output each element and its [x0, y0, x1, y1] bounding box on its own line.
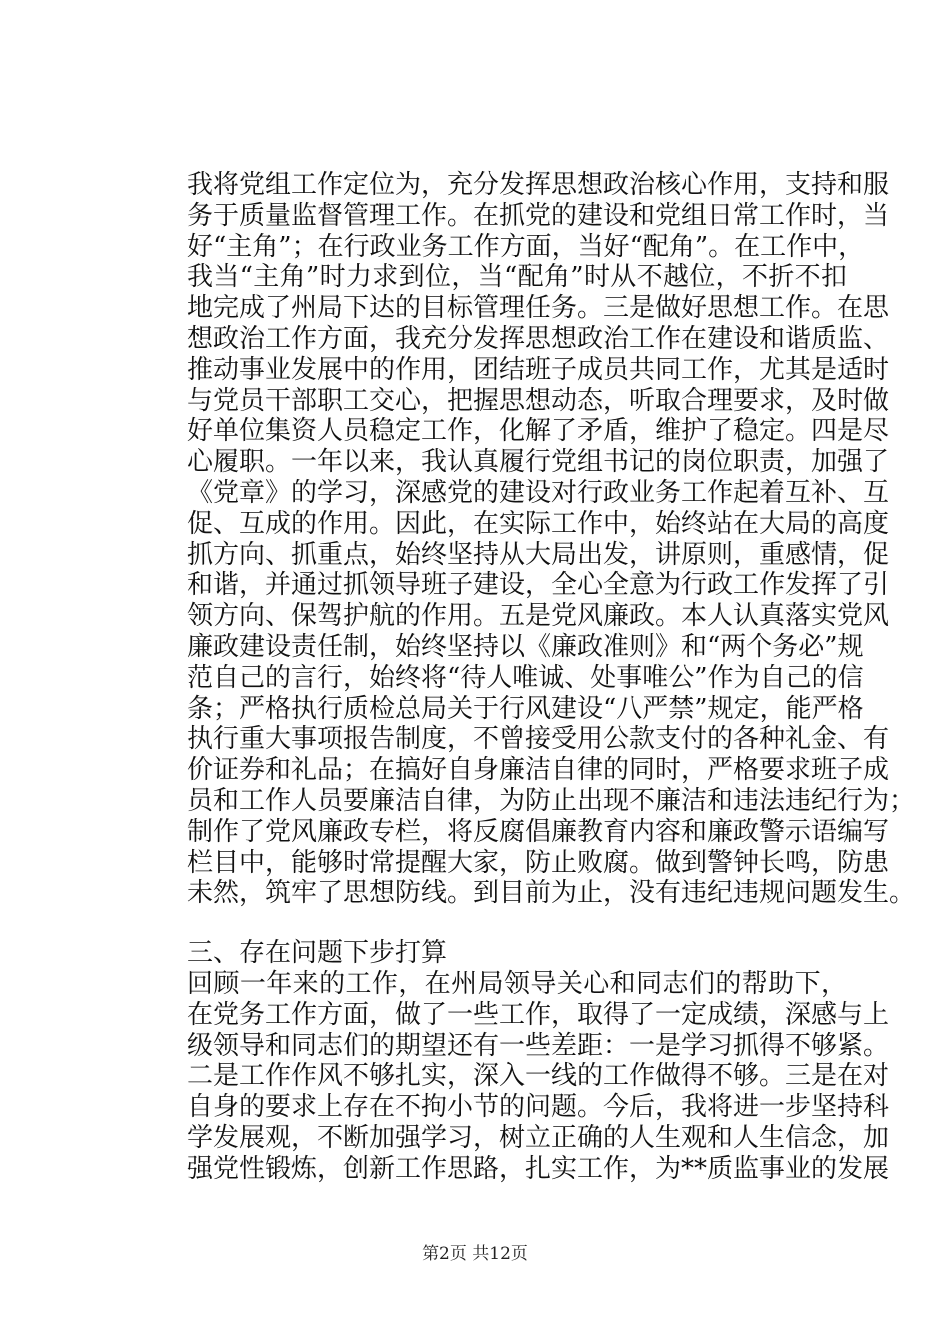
text-line: 廉政建设责任制，始终坚持以《廉政准则》和“两个务必”规	[187, 632, 864, 662]
text-line: 与党员干部职工交心，把握思想动态，听取合理要求，及时做	[187, 385, 890, 416]
text-line: 制作了党风廉政专栏，将反腐倡廉教育内容和廉政警示语编写	[187, 816, 890, 847]
text-line: 想政治工作方面，我充分发挥思想政治工作在建设和谐质监、	[187, 324, 890, 354]
text-line: 促、互成的作用。因此，在实际工作中，始终站在大局的高度	[187, 508, 890, 539]
text-line: 强党性锻炼，创新工作思路，扎实工作，为**质监事业的发展	[187, 1153, 890, 1184]
text-line: 领方向、保驾护航的作用。五是党风廉政。本人认真落实党风	[187, 601, 890, 632]
page-number-footer: 第2页 共12页	[422, 1244, 528, 1264]
section-3-heading: 三、存在问题下步打算	[187, 938, 448, 968]
text-line: 心履职。一年以来，我认真履行党组书记的岗位职责，加强了	[187, 447, 890, 478]
text-line: 务于质量监督管理工作。在抓党的建设和党组日常工作时，当	[187, 200, 890, 231]
text-line: 未然，筑牢了思想防线。到目前为止，没有违纪违规问题发生。	[187, 878, 916, 909]
text-line: 我将党组工作定位为，充分发挥思想政治核心作用，支持和服	[187, 170, 890, 200]
text-line: 回顾一年来的工作，在州局领导关心和同志们的帮助下，	[187, 969, 847, 999]
text-line: 条；严格执行质检总局关于行风建设“八严禁”规定，能严格	[187, 693, 864, 724]
text-line: 二是工作作风不够扎实，深入一线的工作做得不够。三是在对	[187, 1061, 890, 1092]
text-line: 执行重大事项报告制度，不曾接受用公款支付的各种礼金、有	[187, 724, 890, 755]
text-line: 《党章》的学习，深感党的建设对行政业务工作起着互补、互	[187, 478, 890, 508]
text-line: 我当“主角”时力求到位，当“配角”时从不越位，不折不扣	[187, 262, 847, 293]
text-line: 价证券和礼品；在搞好自身廉洁自律的同时，严格要求班子成	[187, 755, 890, 786]
text-line: 自身的要求上存在不拘小节的问题。今后，我将进一步坚持科	[187, 1092, 890, 1123]
text-line: 范自己的言行，始终将“待人唯诚、处事唯公”作为自己的信	[187, 662, 864, 693]
text-line: 好“主角”；在行政业务工作方面，当好“配角”。在工作中，	[187, 231, 865, 262]
text-line: 和谐，并通过抓领导班子建设，全心全意为行政工作发挥了引	[187, 570, 890, 601]
text-line: 级领导和同志们的期望还有一些差距：一是学习抓得不够紧。	[187, 1030, 890, 1061]
text-line: 抓方向、抓重点，始终坚持从大局出发，讲原则，重感情，促	[187, 539, 890, 570]
text-line: 员和工作人员要廉洁自律，为防止出现不廉洁和违法违纪行为；	[187, 786, 916, 816]
text-line: 栏目中，能够时常提醒大家，防止败腐。做到警钟长鸣，防患	[187, 847, 890, 878]
text-line: 地完成了州局下达的目标管理任务。三是做好思想工作。在思	[187, 293, 890, 324]
text-line: 学发展观，不断加强学习，树立正确的人生观和人生信念，加	[187, 1123, 890, 1153]
text-line: 推动事业发展中的作用，团结班子成员共同工作，尤其是适时	[187, 354, 890, 385]
text-line: 在党务工作方面，做了一些工作，取得了一定成绩，深感与上	[187, 999, 890, 1030]
text-line: 好单位集资人员稳定工作，化解了矛盾，维护了稳定。四是尽	[187, 416, 890, 447]
